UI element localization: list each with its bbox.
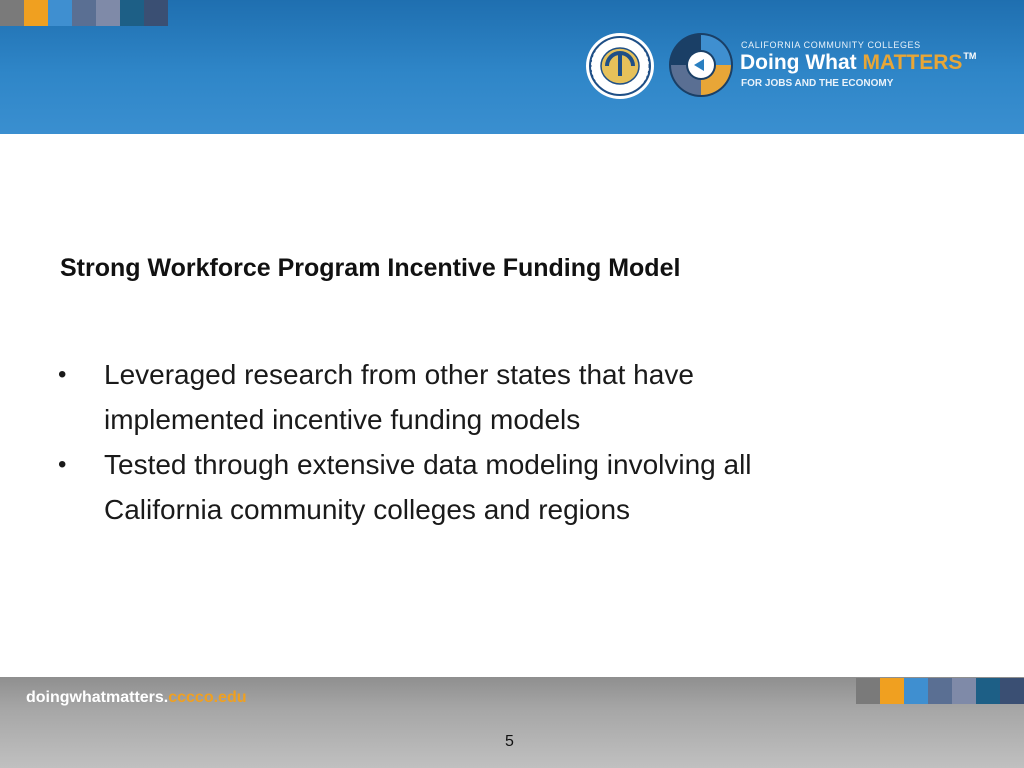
bullet-line: • Leveraged research from other states that have [104,359,694,390]
swatch [904,678,928,704]
logo-small-text: CALIFORNIA COMMUNITY COLLEGES [741,40,921,50]
logo-trademark: TM [963,51,977,61]
bullet-line: implemented incentive funding models [104,404,581,435]
footer-url-prefix: doingwhatmatters. [26,689,169,706]
bullet-list [56,352,976,532]
footer-url-domain: cccco.edu [168,689,247,706]
doing-what-matters-icon [668,32,734,98]
swatch [952,678,976,704]
swatch [0,0,24,26]
bullet-line: California community colleges and regions [104,494,631,525]
slide-title: Strong Workforce Program Incentive Funding Model [60,254,681,282]
swatch [856,678,880,704]
swatch [144,0,168,26]
bullet-item [56,352,976,442]
bullet-line: • Tested through extensive data modeling involving all [104,449,752,480]
header-color-swatches [0,0,168,26]
swatch [48,0,72,26]
swatch [120,0,144,26]
footer-color-swatches [856,678,1024,704]
swatch [96,0,120,26]
logo-main-text [740,51,976,75]
swatch [976,678,1000,704]
swatch [24,0,48,26]
swatch [1000,678,1024,704]
swatch [928,678,952,704]
logo-sub-text: FOR JOBS AND THE ECONOMY [741,78,894,89]
logo-main-text-white: Doing What [740,51,857,74]
swatch [880,678,904,704]
footer-url-link[interactable] [26,689,247,707]
college-seal-logo [585,32,655,100]
logo-main-accent: MATTERS [862,51,963,74]
swatch [72,0,96,26]
page-number: 5 [505,733,514,750]
bullet-item [56,442,976,532]
